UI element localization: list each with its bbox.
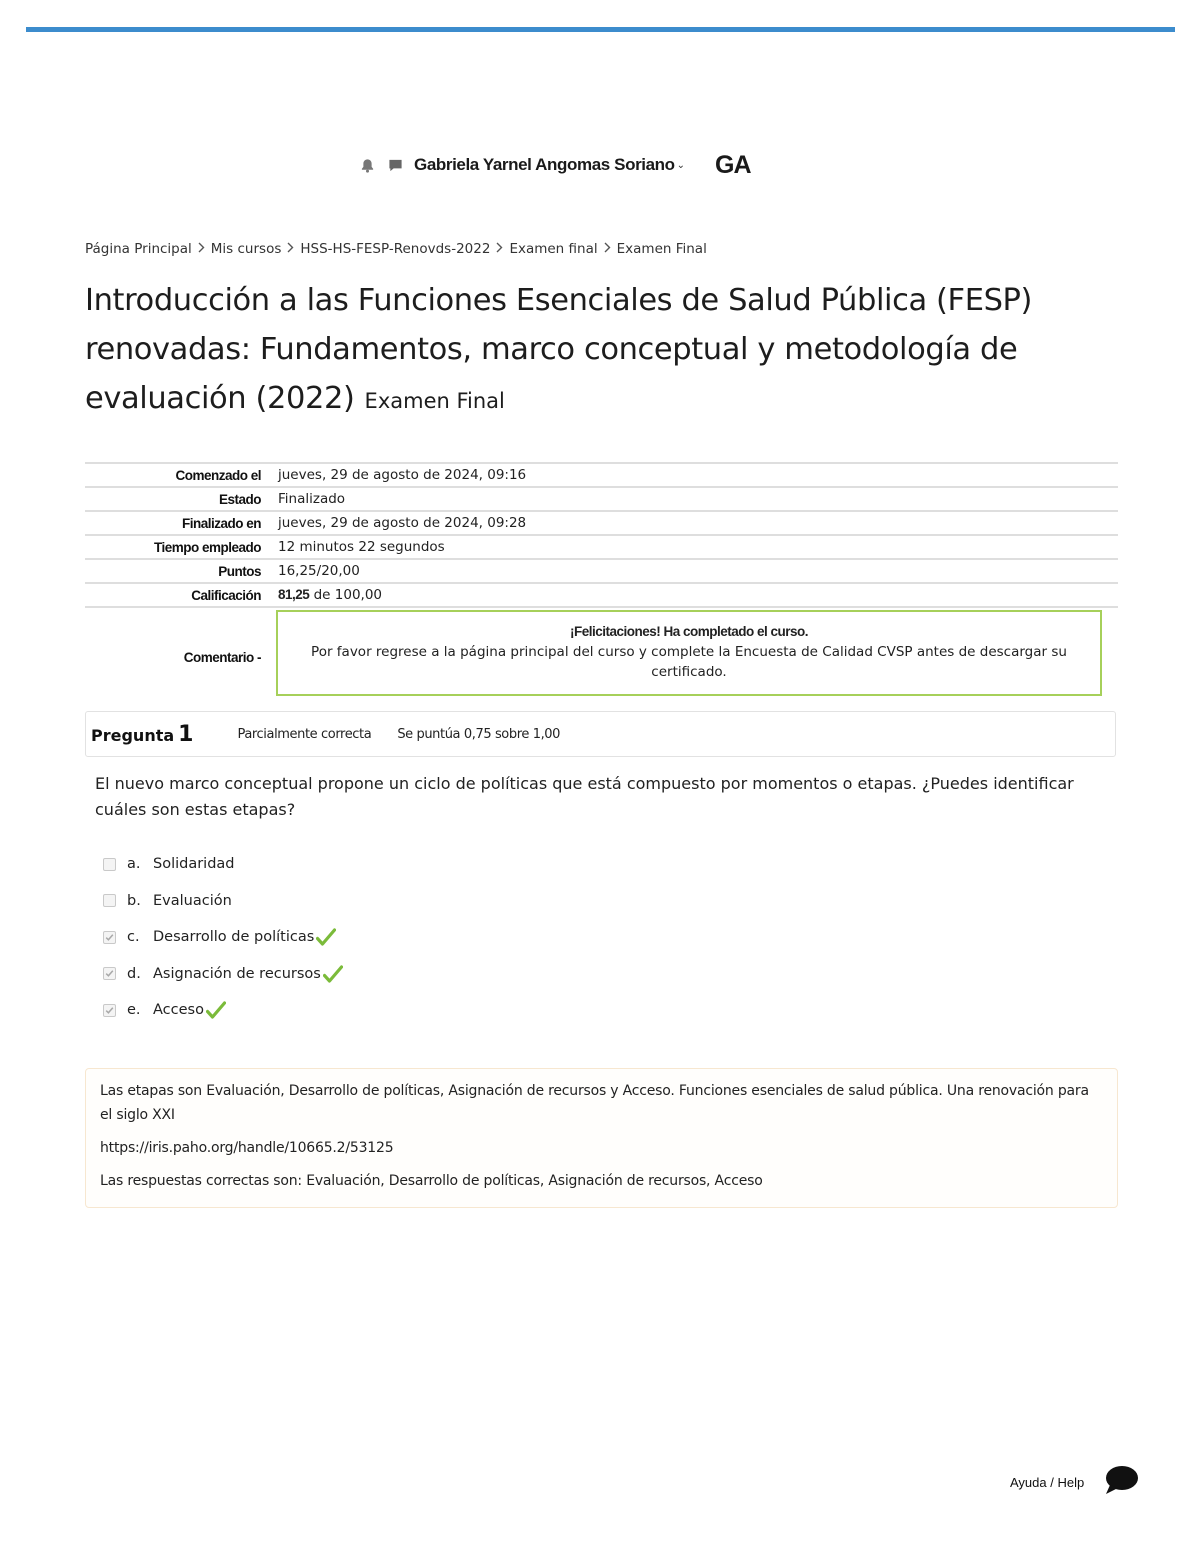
answer-checkbox[interactable] xyxy=(103,931,116,944)
summary-row-state xyxy=(85,487,1118,511)
check-icon xyxy=(323,965,343,983)
summary-row-grade xyxy=(85,583,1118,607)
breadcrumb-item-home[interactable]: Página Principal xyxy=(85,241,192,257)
page-title xyxy=(85,276,1095,426)
question-grade: Se puntúa 0,75 sobre 1,00 xyxy=(397,726,561,742)
answer-text: Acceso xyxy=(153,1002,204,1019)
chevron-down-icon[interactable]: ⌄ xyxy=(676,159,686,171)
summary-row-time xyxy=(85,535,1118,559)
summary-label: Tiempo empleado xyxy=(85,535,276,559)
attempt-summary-table xyxy=(85,462,1118,706)
answer-option xyxy=(103,992,343,1029)
answer-option xyxy=(103,956,343,993)
answer-option xyxy=(103,883,343,920)
chevron-right-icon xyxy=(198,241,205,257)
summary-label: Calificación xyxy=(85,583,276,607)
avatar[interactable]: GA xyxy=(715,150,751,179)
overall-feedback-box xyxy=(276,610,1102,696)
answer-text: Solidaridad xyxy=(153,856,235,873)
general-feedback-box xyxy=(85,1068,1118,1208)
quiz-subtitle: Examen Final xyxy=(364,389,505,413)
answer-checkbox[interactable] xyxy=(103,967,116,980)
feedback-body: Por favor regrese a la página principal del curso y complete la Encuesta de Calidad CVSP antes de descargar su certificado. xyxy=(311,644,1067,680)
summary-row-comment xyxy=(85,607,1118,706)
summary-row-started xyxy=(85,463,1118,487)
question-info-bar xyxy=(85,711,1116,757)
summary-label: Comenzado el xyxy=(85,463,276,487)
general-feedback-text: Las etapas son Evaluación, Desarrollo de políticas, Asignación de recursos y Acceso. Funciones esenciales de salud pública. Una renovación para el siglo XXI xyxy=(100,1083,1089,1123)
breadcrumb-item-section[interactable]: Examen final xyxy=(509,241,598,257)
answer-checkbox[interactable] xyxy=(103,1004,116,1017)
answer-letter: d. xyxy=(127,965,141,982)
answer-letter: b. xyxy=(127,892,141,909)
summary-value: jueves, 29 de agosto de 2024, 09:28 xyxy=(276,511,1118,535)
breadcrumb-item-my-courses[interactable]: Mis cursos xyxy=(210,241,282,257)
answer-letter: e. xyxy=(127,1002,141,1019)
summary-label: Comentario - xyxy=(183,649,261,665)
right-answer-text: Las respuestas correctas son: Evaluación, Desarrollo de políticas, Asignación de recursos, Acceso xyxy=(100,1173,763,1189)
answer-text: Asignación de recursos xyxy=(153,965,321,982)
answer-text: Desarrollo de políticas xyxy=(153,929,315,946)
summary-label: Puntos xyxy=(85,559,276,583)
chevron-right-icon xyxy=(604,241,611,257)
answer-letter: c. xyxy=(127,929,140,946)
answer-checkbox[interactable] xyxy=(103,858,116,871)
chevron-right-icon xyxy=(496,241,503,257)
top-accent-bar xyxy=(26,27,1175,32)
answer-letter: a. xyxy=(127,856,141,873)
feedback-link[interactable]: https://iris.paho.org/handle/10665.2/53125 xyxy=(100,1140,394,1156)
summary-row-points xyxy=(85,559,1118,583)
help-widget xyxy=(1010,1464,1140,1500)
summary-value: 16,25/20,00 xyxy=(276,559,1118,583)
user-name[interactable]: Gabriela Yarnel Angomas Soriano xyxy=(414,155,675,174)
answer-checkbox[interactable] xyxy=(103,894,116,907)
answer-list xyxy=(103,846,343,1029)
summary-value xyxy=(276,583,1118,607)
summary-value: 12 minutos 22 segundos xyxy=(276,535,1118,559)
summary-row-finished xyxy=(85,511,1118,535)
check-icon xyxy=(206,1001,226,1019)
summary-value: Finalizado xyxy=(276,487,1118,511)
question-text: El nuevo marco conceptual propone un ciclo de políticas que está compuesto por momentos o etapas. ¿Puedes identificar cuáles son estas etapas? xyxy=(95,774,1074,819)
breadcrumb xyxy=(85,241,707,257)
grade-value: 81,25 xyxy=(278,587,310,602)
chat-bubble-icon[interactable] xyxy=(1104,1464,1140,1500)
answer-text: Evaluación xyxy=(153,892,232,909)
summary-value: jueves, 29 de agosto de 2024, 09:16 xyxy=(276,463,1118,487)
answer-option xyxy=(103,919,343,956)
bell-icon[interactable] xyxy=(358,156,376,174)
course-title: Introducción a las Funciones Esenciales de Salud Pública (FESP) renovadas: Fundamentos, marco conceptual y metodología de evaluación (2022) xyxy=(85,283,1033,416)
help-label[interactable]: Ayuda / Help xyxy=(1010,1474,1085,1490)
question-label xyxy=(91,722,193,747)
question-label-text: Pregunta xyxy=(91,725,175,745)
question-number: 1 xyxy=(178,721,194,747)
chat-icon[interactable] xyxy=(386,156,404,174)
summary-label: Estado xyxy=(85,487,276,511)
breadcrumb-item-course[interactable]: HSS-HS-FESP-Renovds-2022 xyxy=(300,241,491,257)
question-state: Parcialmente correcta xyxy=(237,726,372,742)
feedback-title: ¡Felicitaciones! Ha completado el curso. xyxy=(569,624,809,639)
answer-option xyxy=(103,846,343,883)
check-icon xyxy=(316,928,336,946)
grade-suffix: de 100,00 xyxy=(313,587,382,603)
chevron-right-icon xyxy=(287,241,294,257)
summary-label: Finalizado en xyxy=(85,511,276,535)
user-menu xyxy=(358,148,751,182)
breadcrumb-item-quiz[interactable]: Examen Final xyxy=(616,241,707,257)
